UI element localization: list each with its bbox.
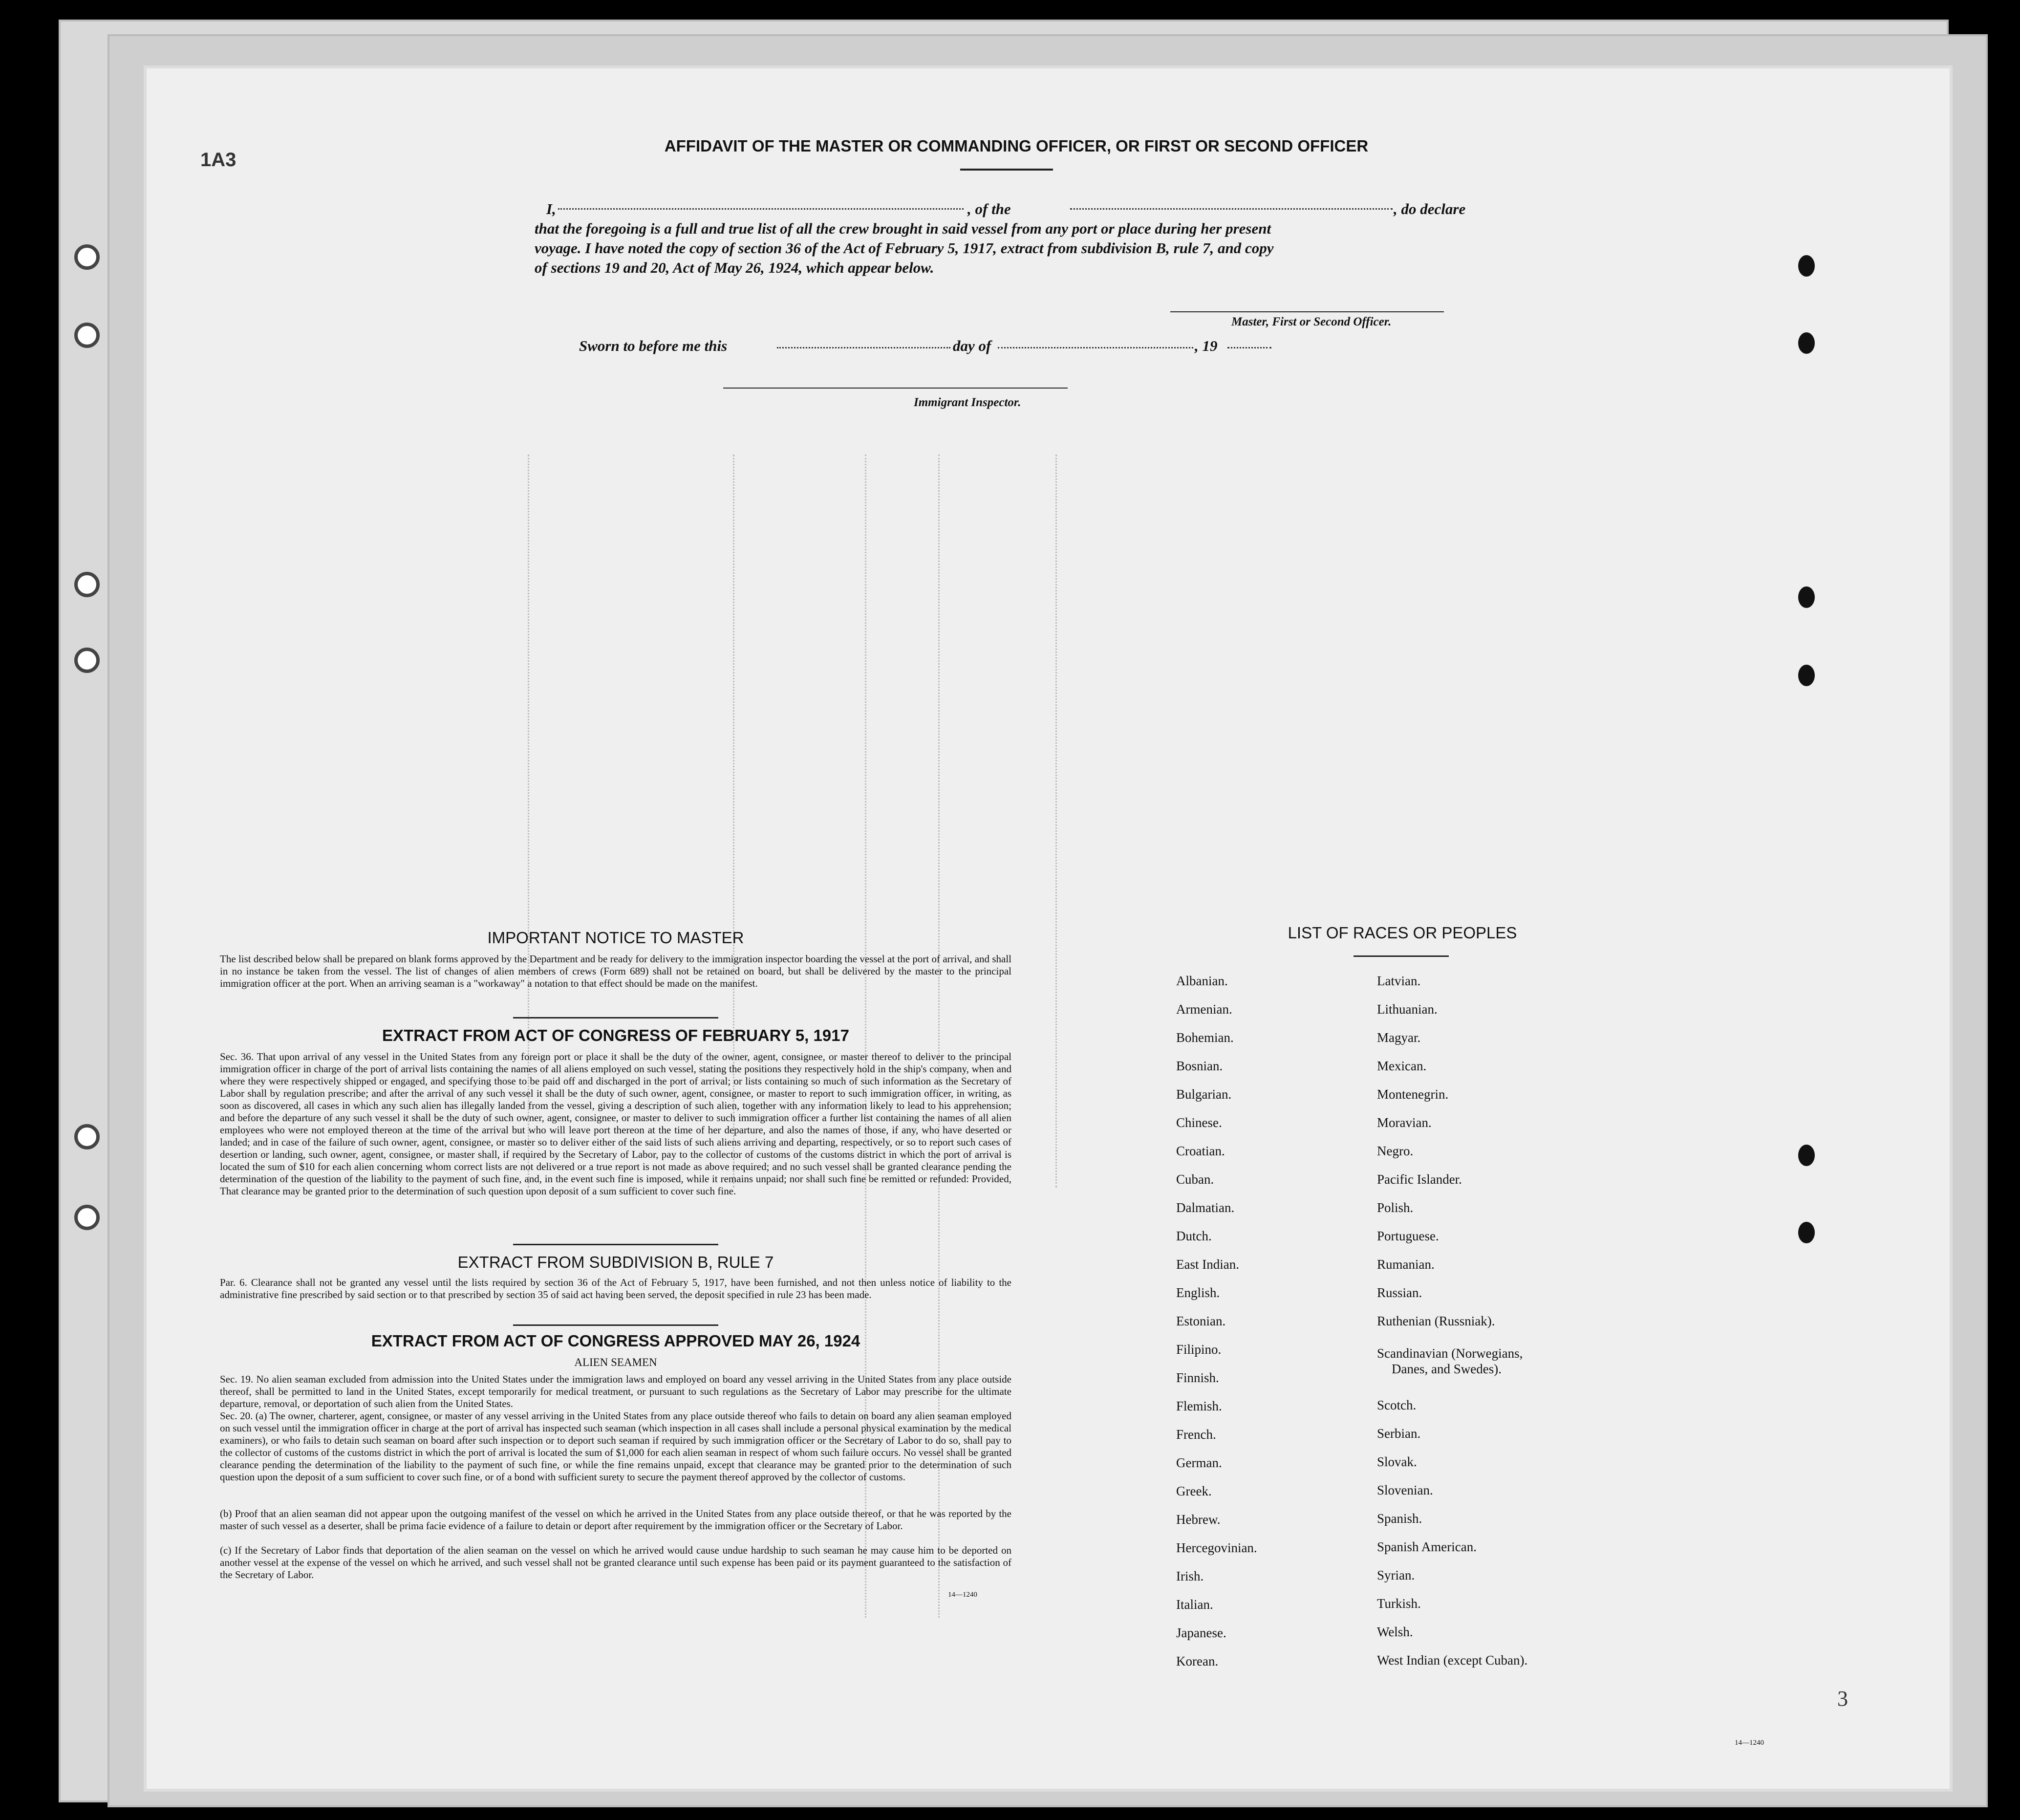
- race-item: Chinese.: [1176, 1115, 1222, 1130]
- race-item: Dutch.: [1176, 1229, 1212, 1243]
- race-item: Danes, and Swedes).: [1392, 1362, 1502, 1376]
- binder-hole-icon: [74, 648, 100, 673]
- binder-hole-icon: [74, 1205, 100, 1230]
- race-item: Latvian.: [1377, 974, 1421, 988]
- declarant-prefix: I,: [546, 200, 556, 217]
- race-item: Spanish American.: [1377, 1539, 1477, 1554]
- race-item: Polish.: [1377, 1200, 1414, 1215]
- race-item: Italian.: [1176, 1597, 1213, 1612]
- declarant-name-field[interactable]: [558, 208, 964, 210]
- race-item: Scandinavian (Norwegians,: [1377, 1346, 1523, 1361]
- race-item: Bohemian.: [1176, 1030, 1234, 1045]
- bleed-line: [1055, 455, 1058, 1188]
- inspector-label: Immigrant Inspector.: [914, 396, 1021, 409]
- punch-hole-icon: [1798, 255, 1815, 277]
- race-item: Welsh.: [1377, 1625, 1413, 1639]
- extract-1924-title: EXTRACT FROM ACT OF CONGRESS APPROVED MAY 26, 1924: [371, 1332, 860, 1350]
- race-item: Scotch.: [1377, 1398, 1417, 1412]
- race-item: Croatian.: [1176, 1144, 1225, 1158]
- sworn-prefix: Sworn to before me this: [579, 337, 728, 354]
- punch-hole-icon: [1798, 1222, 1815, 1243]
- race-item: Ruthenian (Russniak).: [1377, 1314, 1495, 1328]
- race-item: Hercegovinian.: [1176, 1540, 1257, 1555]
- extract-1917-text: Sec. 36. That upon arrival of any vessel in the United States from any foreign port or place it shall be the duty of the owner, agent, consignee, or master thereof to deliver to the principal immigration officer in charge of the port of arrival lists containing the names of all aliens employed on such vessel, stating the positions they respectively hold in the ship's company, when and where they were respectively shipped or engaged, and specifying those to be paid off and discharged in the port of arrival; or lists containing so much of such information as the Secretary of Labor shall by regulation prescribe; and after the arrival of any such vessel it shall be the duty of such owner, agent, consignee, or master to report to such immigration officer, in writing, as soon as discovered, all cases in which any such alien has illegally landed from the vessel, giving a description of such alien, together with any information likely to lead to his apprehension; and before the departure of any such vessel it shall be the duty of such owner, agent, consignee, or master to deliver to such immigration officer a further list containing the names of all alien employees who were not employed thereon at the time of the arrival but who will leave port thereon at the time of her departure, and also the names of those, if any, who have deserted or landed; and in case of the failure of such owner, agent, consignee, or master so to deliver either of the said lists of such aliens arriving and departing, respectively, or so to report such cases of desertion or landing, such owner, agent, consignee, or master shall, if required by the Secretary of Labor, pay to the collector of customs of the customs district in which the port of arrival is located the sum of $10 for each alien concerning whom correct lists are not delivered or a true report is not made as above required; and no such vessel shall be granted clearance pending the determination of the question of the liability to the payment of such fine, and, in the event such fine is imposed, while it remains unpaid; nor shall such fine be remitted or refunded: Provided, That clearance may be granted prior to the determination of such question upon deposit of a sum sufficient to cover such fine.: [220, 1051, 1011, 1197]
- race-item: Slovenian.: [1377, 1483, 1433, 1497]
- declaration-line-2: that the foregoing is a full and true list of all the crew brought in said vessel from any port or place during her present: [535, 220, 1271, 237]
- race-item: Albanian.: [1176, 974, 1228, 988]
- race-item: Bulgarian.: [1176, 1087, 1232, 1102]
- extract-1924-sec-20b: (b) Proof that an alien seaman did not appear upon the outgoing manifest of the vessel on which he arrived in the United States from any place outside thereof, or that he was reported by the master of such vessel as a deserter, shall be prima facie evidence of a failure to detain or deport after requirement by the immigration officer or the Secretary of Labor.: [220, 1508, 1011, 1532]
- race-item: Slovak.: [1377, 1454, 1417, 1469]
- signature-label: Master, First or Second Officer.: [1231, 315, 1392, 328]
- race-item: Korean.: [1176, 1654, 1219, 1668]
- race-item: Montenegrin.: [1377, 1087, 1449, 1102]
- race-item: Russian.: [1377, 1285, 1422, 1300]
- race-item: Japanese.: [1176, 1625, 1226, 1640]
- punch-hole-icon: [1798, 332, 1815, 354]
- race-item: Syrian.: [1377, 1568, 1415, 1582]
- binder-hole-icon: [74, 323, 100, 348]
- title-rule: [960, 169, 1053, 171]
- race-item: Portuguese.: [1377, 1229, 1439, 1243]
- race-item: Greek.: [1176, 1484, 1212, 1498]
- race-item: Armenian.: [1176, 1002, 1232, 1017]
- affidavit-title: AFFIDAVIT OF THE MASTER OR COMMANDING OFFICER, OR FIRST OR SECOND OFFICER: [664, 137, 1369, 155]
- extract-1924-subtitle: ALIEN SEAMEN: [574, 1356, 657, 1368]
- binder-hole-icon: [74, 572, 100, 597]
- notice-title: IMPORTANT NOTICE TO MASTER: [487, 929, 744, 947]
- vessel-prefix: , of the: [967, 200, 1011, 217]
- sworn-month-field[interactable]: [998, 347, 1193, 348]
- race-item: Bosnian.: [1176, 1059, 1223, 1073]
- notice-text: The list described below shall be prepared on blank forms approved by the Department and be ready for delivery to the immigration inspector boarding the vessel at the port of arrival, and shall in no instance be taken from the vessel. The list of changes of alien members of crews (Form 689) shall not be retained on board, but shall be delivered by the master to the principal immigration officer at the port. When an arriving seaman is a "workaway" a notation to that effect should be made on the manifest.: [220, 953, 1011, 989]
- race-item: Cuban.: [1176, 1172, 1214, 1187]
- race-item: Negro.: [1377, 1144, 1414, 1158]
- declaration-line-4: of sections 19 and 20, Act of May 26, 1924, which appear below.: [535, 259, 934, 276]
- declaration-line-1: [546, 200, 556, 218]
- race-item: English.: [1176, 1285, 1220, 1300]
- inspector-signature-line[interactable]: [723, 388, 1068, 389]
- race-item: Hebrew.: [1176, 1512, 1221, 1527]
- document-page: [147, 68, 1950, 1789]
- section-divider: [513, 1244, 718, 1245]
- sworn-year-prefix: , 19: [1195, 337, 1218, 354]
- declare-suffix: , do declare: [1394, 200, 1466, 217]
- subdivision-title: EXTRACT FROM SUBDIVISION B, RULE 7: [457, 1253, 774, 1271]
- page-number-mark: 3: [1837, 1687, 1848, 1711]
- form-number-left: 14—1240: [948, 1591, 977, 1599]
- section-divider: [513, 1324, 718, 1326]
- race-item: Finnish.: [1176, 1370, 1219, 1385]
- section-divider: [513, 1017, 718, 1018]
- races-title: LIST OF RACES OR PEOPLES: [1288, 924, 1517, 942]
- race-item: Pacific Islander.: [1377, 1172, 1462, 1187]
- sworn-day-of: day of: [953, 337, 991, 354]
- race-item: Magyar.: [1377, 1030, 1421, 1045]
- races-title-rule: [1354, 955, 1449, 957]
- race-item: Estonian.: [1176, 1314, 1226, 1328]
- race-item: German.: [1176, 1455, 1222, 1470]
- race-item: Irish.: [1176, 1569, 1204, 1583]
- extract-1924-sec-20c: (c) If the Secretary of Labor finds that deportation of the alien seaman on the vessel on which he arrived would cause undue hardship to such seaman he may cause him to be deported on another vessel at the expense of the vessel on which he arrived, and such vessel shall not be granted clearance until such expense has been paid or its payment guaranteed to the satisfaction of the Secretary of Labor.: [220, 1544, 1011, 1581]
- extract-1924-sec-20a: Sec. 20. (a) The owner, charterer, agent, consignee, or master of any vessel arriving in the United States from any place outside thereof who fails to detain on board any alien seaman employed on such vessel until the immigration officer in charge at the port of arrival has inspected such seaman (which inspection in all cases shall include a personal physical examination by the medical examiners), or who fails to detain such seaman on board after such inspection or to deport such seaman if required by such immigration officer or the Secretary of Labor to do so, shall pay to the collector of customs of the customs district in which the port of arrival is located the sum of $1,000 for each alien seaman in respect of whom such failure occurs. No vessel shall be granted clearance pending the determination of the liability to the payment of such fine, or while the fine remains unpaid, except that clearance may be granted prior to the determination of such question upon the deposit of a sum sufficient to cover such fine, or of a bond with sufficient surety to secure the payment thereof approved by the collector of customs.: [220, 1410, 1011, 1483]
- race-item: West Indian (except Cuban).: [1377, 1653, 1528, 1668]
- binder-hole-icon: [74, 1124, 100, 1149]
- vessel-name-field[interactable]: [1070, 208, 1393, 210]
- sworn-year-field[interactable]: [1227, 347, 1271, 348]
- race-item: Flemish.: [1176, 1399, 1222, 1413]
- race-item: Serbian.: [1377, 1426, 1421, 1441]
- form-number-right: 14—1240: [1735, 1739, 1764, 1747]
- race-item: Lithuanian.: [1377, 1002, 1438, 1017]
- race-item: Filipino.: [1176, 1342, 1222, 1357]
- race-item: East Indian.: [1176, 1257, 1239, 1272]
- extract-1917-title: EXTRACT FROM ACT OF CONGRESS OF FEBRUARY 5, 1917: [382, 1026, 849, 1044]
- extract-1924-sec-19: Sec. 19. No alien seaman excluded from admission into the United States under the immigration laws and employed on board any vessel arriving in the United States from any place outside thereof, shall be permitted to land in the United States, except temporarily for medical treatment, or pursuant to such regulations as the Secretary of Labor may prescribe for the ultimate departure, removal, or deportation of such alien from the United States.: [220, 1373, 1011, 1409]
- race-item: Moravian.: [1377, 1115, 1432, 1130]
- corner-mark: 1A3: [200, 149, 236, 171]
- race-item: Spanish.: [1377, 1511, 1422, 1526]
- signature-line[interactable]: [1170, 311, 1444, 312]
- punch-hole-icon: [1798, 1145, 1815, 1166]
- declaration-line-3: voyage. I have noted the copy of section 36 of the Act of February 5, 1917, extract from subdivision B, rule 7, and copy: [535, 239, 1274, 257]
- race-item: Rumanian.: [1377, 1257, 1435, 1272]
- race-item: French.: [1176, 1427, 1216, 1442]
- binder-hole-icon: [74, 244, 100, 270]
- subdivision-text: Par. 6. Clearance shall not be granted any vessel until the lists required by section 36 of the Act of February 5, 1917, have been furnished, and not then unless notice of liability to the administrative fine prescribed by said section or to that prescribed by section 35 of said act having been served, the deposit specified in rule 23 has been made.: [220, 1277, 1011, 1300]
- sworn-day-field[interactable]: [777, 347, 950, 348]
- race-item: Mexican.: [1377, 1059, 1427, 1073]
- race-item: Dalmatian.: [1176, 1200, 1235, 1215]
- race-item: Turkish.: [1377, 1596, 1421, 1611]
- punch-hole-icon: [1798, 665, 1815, 686]
- punch-hole-icon: [1798, 586, 1815, 608]
